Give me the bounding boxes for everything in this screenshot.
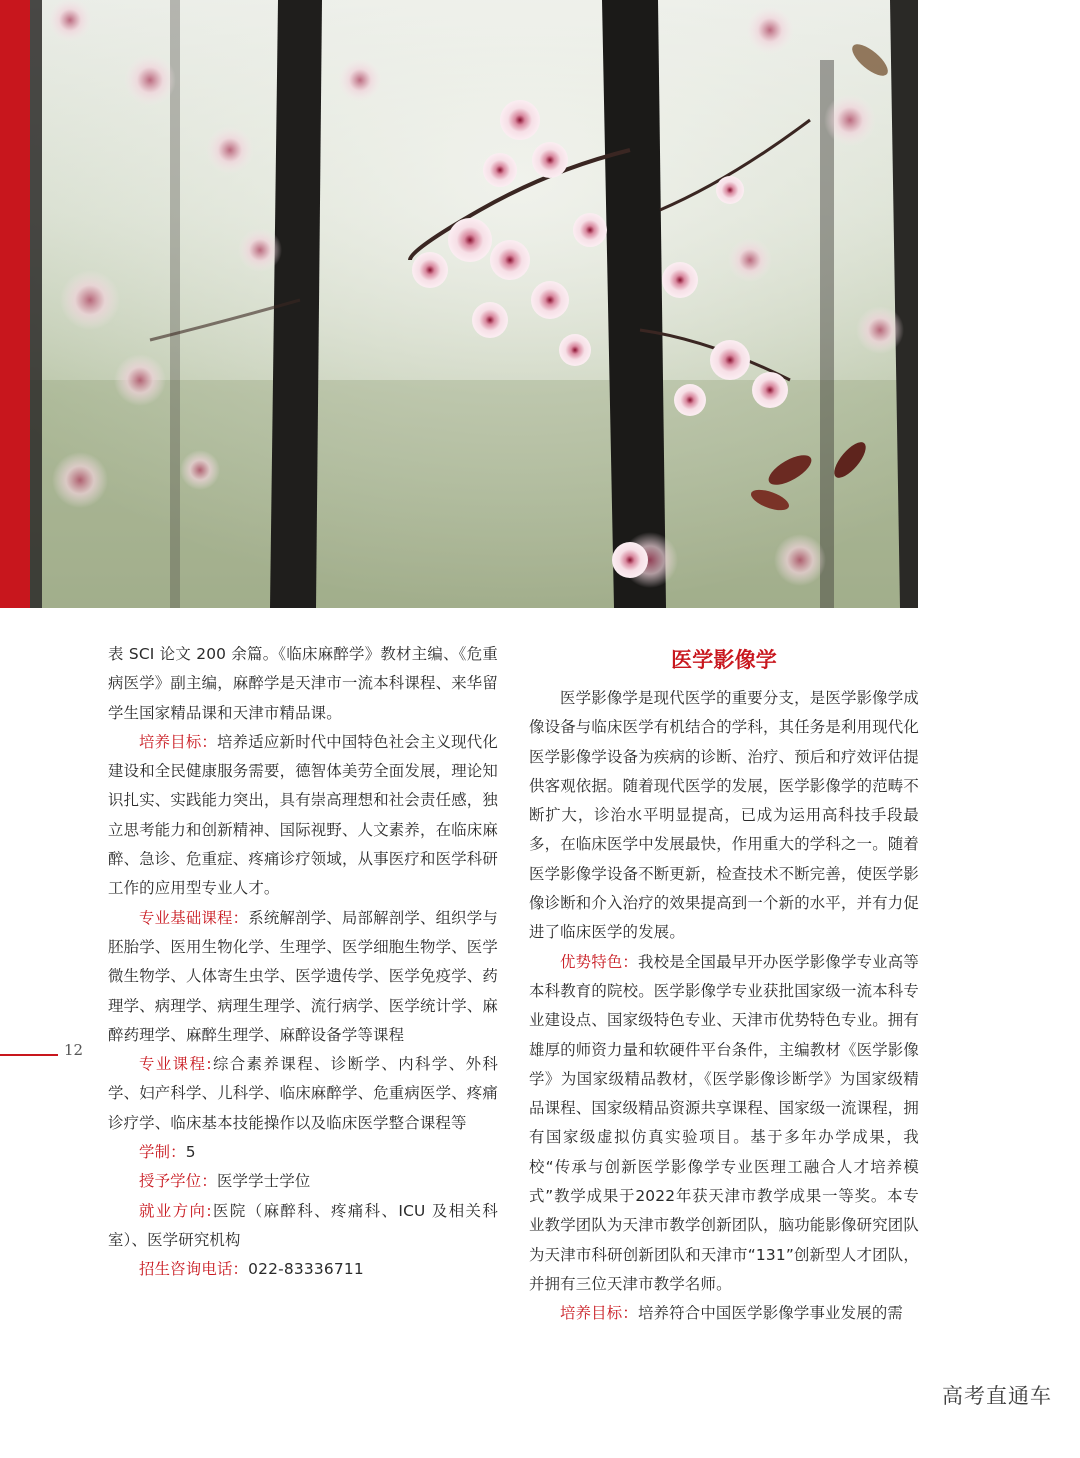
footer-rule bbox=[0, 1054, 58, 1056]
item-text: 培养适应新时代中国特色社会主义现代化建设和全民健康服务需要，德智体美劳全面发展，理论知识扎实、实践能力突出，具有崇高理想和社会责任感，独立思考能力和创新精神、国际视野、人文素养，在临床麻醉、急诊、危重症、疼痛诊疗领域，从事医疗和医学科研工作的应用型专业人才。 bbox=[108, 732, 498, 898]
item-text: 医院（麻醉科、疼痛科、ICU 及相关科室）、医学研究机构 bbox=[108, 1201, 498, 1249]
item-major-courses bbox=[108, 1050, 498, 1138]
watermark: 高考直通车 bbox=[942, 1384, 1052, 1408]
item-employment bbox=[108, 1197, 498, 1256]
right-column bbox=[529, 640, 919, 1329]
item-degree bbox=[108, 1167, 498, 1196]
accent-bar bbox=[0, 0, 30, 608]
section-title: 医学影像学 bbox=[671, 648, 777, 672]
item-label: 优势特色： bbox=[560, 952, 639, 971]
continuation-paragraph: 表 SCI 论文 200 余篇。《临床麻醉学》教材主编、《危重病医学》副主编，麻醉学是天津市一流本科课程、来华留学生国家精品课和天津市精品课。 bbox=[108, 645, 498, 722]
item-text: 医学学士学位 bbox=[216, 1172, 311, 1191]
item-label: 专业课程: bbox=[139, 1055, 212, 1074]
cherry-blossom-photo bbox=[30, 0, 918, 608]
item-label: 招生咨询电话： bbox=[139, 1260, 249, 1279]
item-label: 就业方向: bbox=[139, 1201, 212, 1220]
item-duration bbox=[108, 1138, 498, 1167]
item-text: 系统解剖学、局部解剖学、组织学与胚胎学、医用生物化学、生理学、医学细胞生物学、医学微生物学、人体寄生虫学、医学遗传学、医学免疫学、药理学、病理学、病理生理学、流行病学、医学统计学、麻醉药理学、麻醉生理学、麻醉设备学等课程 bbox=[108, 908, 498, 1044]
item-admission-phone bbox=[108, 1255, 498, 1284]
page-number: 12 bbox=[64, 1041, 84, 1059]
item-label: 培养目标： bbox=[560, 1304, 638, 1323]
item-training-goal bbox=[529, 1299, 919, 1328]
item-text: 培养符合中国医学影像学事业发展的需 bbox=[637, 1304, 904, 1323]
left-column bbox=[108, 640, 498, 1285]
item-label: 学制： bbox=[139, 1143, 186, 1162]
item-text: 022-83336711 bbox=[248, 1260, 364, 1279]
item-label: 专业基础课程： bbox=[139, 908, 249, 927]
item-basic-courses bbox=[108, 904, 498, 1050]
item-advantages bbox=[529, 948, 919, 1300]
item-label: 授予学位： bbox=[139, 1172, 217, 1191]
intro-paragraph: 医学影像学是现代医学的重要分支，是医学影像学成像设备与临床医学有机结合的学科，其任务是利用现代化医学影像学设备为疾病的诊断、治疗、预后和疗效评估提供客观依据。随着现代医学的发展，医学影像学的范畴不断扩大，诊治水平明显提高，已成为运用高科技手段最多，在临床医学中发展最快，作用重大的学科之一。随着医学影像学设备不断更新，检查技术不断完善，使医学影像诊断和介入治疗的效果提高到一个新的水平，并有力促进了临床医学的发展。 bbox=[529, 689, 919, 942]
item-training-goal bbox=[108, 728, 498, 904]
item-text: 我校是全国最早开办医学影像学专业高等本科教育的院校。医学影像学专业获批国家级一流本科专业建设点、国家级特色专业、天津市优势特色专业。拥有雄厚的师资力量和软硬件平台条件，主编教材《医学影像学》为国家级精品教材，《医学影像诊断学》为国家级精品课程、国家级精品资源共享课程、国家级一流课程，拥有国家级虚拟仿真实验项目。基于多年办学成果，我校“传承与创新医学影像学专业医理工融合人才培养模式”教学成果于2022年获天津市教学成果一等奖。本专业教学团队为天津市教学创新团队，脑功能影像研究团队为天津市科研创新团队和天津市“131”创新型人才团队，并拥有三位天津市教学名师。 bbox=[529, 952, 919, 1293]
item-label: 培养目标： bbox=[139, 732, 218, 751]
item-text: 综合素养课程、诊断学、内科学、外科学、妇产科学、儿科学、临床麻醉学、危重病医学、疼痛诊疗学、临床基本技能操作以及临床医学整合课程等 bbox=[108, 1055, 499, 1132]
item-text: 5 bbox=[185, 1143, 196, 1162]
